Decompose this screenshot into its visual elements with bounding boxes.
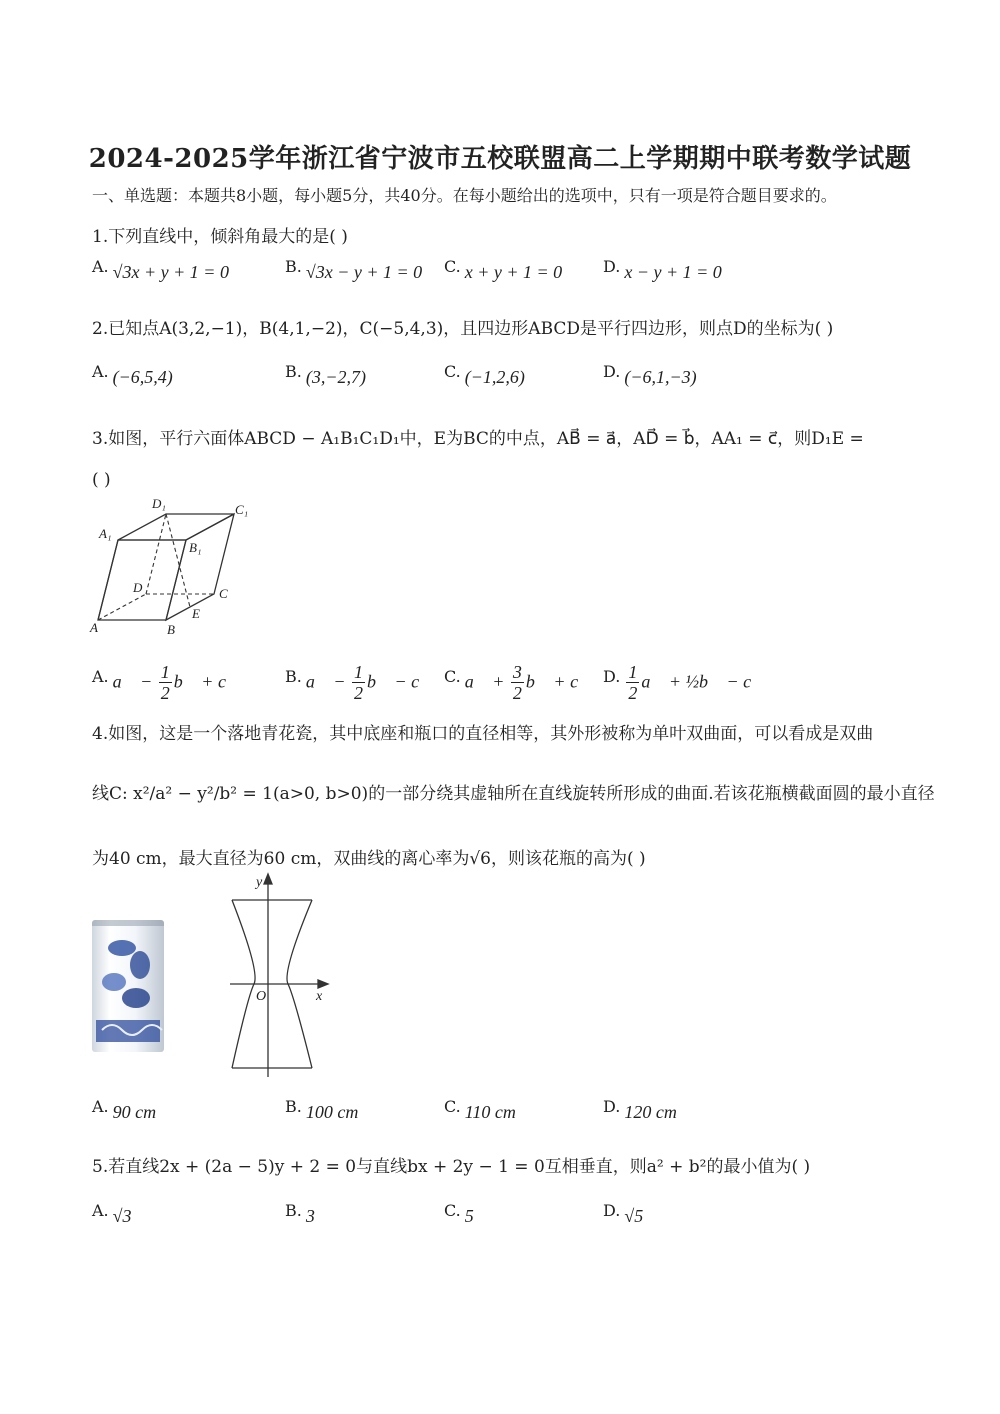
q2-option-d[interactable]: D. (−6,1,−3) [603, 362, 697, 387]
question-5-stem: 5.若直线2x + (2a − 5)y + 2 = 0与直线bx + 2y − 1 = 0互相垂直，则a² + b²的最小值为( ) [92, 1157, 811, 1177]
question-2-stem: 2.已知点A(3,2,−1)，B(4,1,−2)，C(−5,4,3)，且四边形ABCD是平行四边形，则点D的坐标为( ) [92, 319, 834, 339]
label-a: A [90, 620, 98, 635]
q4-option-c[interactable]: C. 110 cm [444, 1097, 516, 1122]
q5-option-a[interactable]: A. √3 [92, 1201, 132, 1226]
axis-label-y: y [256, 875, 263, 890]
q3-option-c[interactable]: C. a⃗ + $\frac{3}{2}$ b⃗ + c⃗ [444, 662, 593, 703]
q5-option-c[interactable]: C. 5 [444, 1201, 474, 1226]
parallelepiped-figure [88, 494, 258, 639]
axis-label-x: x [316, 989, 323, 1004]
q3-option-d[interactable]: D. $\frac{1}{2}$ a⃗ + ½b⃗ − c⃗ [603, 662, 766, 703]
q1-option-a[interactable]: A. √3x + y + 1 = 0 [92, 257, 229, 282]
vase-photo [92, 920, 164, 1052]
q5-option-d[interactable]: D. √5 [603, 1201, 644, 1226]
q2-option-c[interactable]: C. (−1,2,6) [444, 362, 525, 387]
label-e: E [192, 606, 200, 621]
q2-option-b[interactable]: B. (3,−2,7) [285, 362, 366, 387]
vase-pattern-icon [92, 920, 164, 1052]
origin-label: O [256, 989, 267, 1004]
q2-option-a[interactable]: A. (−6,5,4) [92, 362, 173, 387]
label-c: C [219, 586, 228, 601]
question-1-stem: 1.下列直线中，倾斜角最大的是( ) [92, 227, 348, 247]
question-4-line-2: 线C: x²/a² − y²/b² = 1(a>0, b>0)的一部分绕其虚轴所在直线旋转所形成的曲面.若该花瓶横截面圆的最小直径 [92, 784, 935, 804]
question-3-answer-paren: ( ) [92, 470, 111, 490]
question-3-stem: 3.如图，平行六面体ABCD − A₁B₁C₁D₁中，E为BC的中点，AB⃗ = a⃗，AD⃗ = b⃗，AA₁ = c⃗，则D₁E = [92, 429, 864, 449]
label-d1: D₁ [152, 496, 166, 511]
fraction: $\frac{1}{2}$ [160, 662, 170, 703]
section-heading: 一、单选题：本题共8小题，每小题5分，共40分。在每小题给出的选项中，只有一项是符合题目要求的。 [92, 186, 837, 205]
q1-option-d[interactable]: D. x − y + 1 = 0 [603, 257, 722, 282]
page-title: 2024-2025学年浙江省宁波市五校联盟高二上学期期中联考数学试题 [88, 144, 912, 174]
q4-option-b[interactable]: B. 100 cm [285, 1097, 359, 1122]
question-4-line-3: 为40 cm，最大直径为60 cm，双曲线的离心率为√6，则该花瓶的高为( ) [92, 849, 646, 869]
label-a1: A₁ [99, 526, 112, 541]
q1-option-b[interactable]: B. √3x − y + 1 = 0 [285, 257, 423, 282]
q3-option-b[interactable]: B. a⃗ − $\frac{1}{2}$ b⃗ − c⃗ [285, 662, 434, 703]
q5-option-b[interactable]: B. 3 [285, 1201, 315, 1226]
fraction: $\frac{1}{2}$ [628, 662, 638, 703]
q3-option-a[interactable]: A. a⃗ − $\frac{1}{2}$ b⃗ + c⃗ [92, 662, 240, 703]
fraction: $\frac{3}{2}$ [512, 662, 522, 703]
label-c1: C₁ [235, 502, 249, 517]
label-b: B [167, 622, 175, 637]
label-b1: B₁ [189, 540, 202, 555]
q4-option-a[interactable]: A. 90 cm [92, 1097, 157, 1122]
q1-option-c[interactable]: C. x + y + 1 = 0 [444, 257, 563, 282]
q4-option-d[interactable]: D. 120 cm [603, 1097, 677, 1122]
question-4-line-1: 4.如图，这是一个落地青花瓷，其中底座和瓶口的直径相等，其外形被称为单叶双曲面，可以看成是双曲 [92, 724, 874, 744]
fraction: $\frac{1}{2}$ [354, 662, 363, 703]
label-d: D [133, 580, 143, 595]
hyperbola-figure [220, 872, 340, 1082]
